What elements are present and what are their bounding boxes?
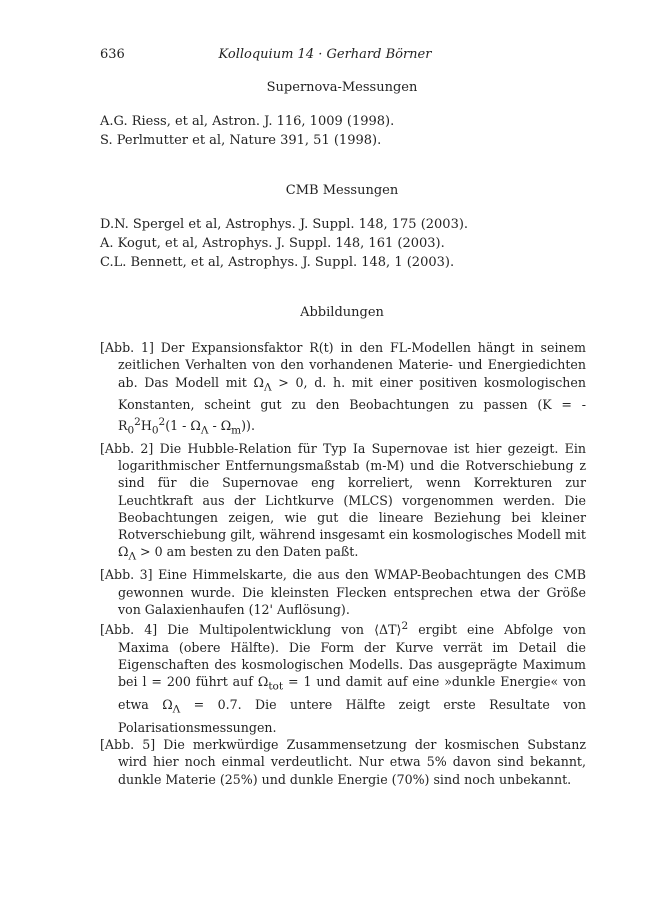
caption-abb-2: [Abb. 2] Die Hubble-Relation für Typ Ia Supernovae ist hier gezeigt. Ein logarithmischer Entfernungsmaßstab (m-M) und die Rotverschiebung z sind für die Supernovae eng korreliert, wenn Korrekturen zur Leuchtkraft aus der Lichtkurve (MLCS) vorgenommen werden. Die Beobachtungen zeigen, wie gut die lineare Beziehung bei kleiner Rotverschiebung gilt, während insgesamt ein kosmologisches Modell mit $\Omega_\Lambda > 0$ am besten zu den Daten paßt. [100,440,586,563]
caption-abb-5: [Abb. 5] Die merkwürdige Zusammensetzung der kosmischen Substanz wird hier noch einmal verdeutlicht. Nur etwa 5% davon sind bekannt, dunkle Materie (25%) und dunkle Energie (70%) sind noch unbekannt. [100,737,586,787]
section-title-abbildungen: Abbildungen [300,305,384,320]
reference: D.N. Spergel et al, Astrophys. J. Suppl. 148, 175 (2003). [100,217,469,232]
ref-list-cmb [100,215,590,272]
section-title-supernova: Supernova-Messungen [266,80,418,95]
reference: C.L. Bennett, et al, Astrophys. J. Suppl. 148, 1 (2003). [100,255,455,270]
running-head: Kolloquium 14 · Gerhard Börner [218,47,432,62]
reference: S. Perlmutter et al, Nature 391, 51 (1998). [100,133,382,148]
ref-list-supernova [100,112,590,150]
caption-abb-4: [Abb. 4] Die Multipolentwicklung von ⟨ΔT⟩$^2$ ergibt eine Abfolge von Maxima (obere Hälfte). Die Form der Kurve verrät im Detail die Eigenschaften des kosmologischen Modells. Das ausgeprägte Maximum bei l = 200 führt auf $\Omega_{tot} = 1$ und damit auf eine »dunkle Energie« von etwa $\Omega_\Lambda = 0.7$. Die untere Hälfte zeigt erste Resultate von Polarisationsmessungen. [100,620,586,735]
section-title-cmb: CMB Messungen [285,183,399,198]
caption-abb-3: [Abb. 3] Eine Himmelskarte, die aus den WMAP-Beobachtungen des CMB gewonnen wurde. Die kleinsten Flecken entsprechen etwa der Größe von Galaxienhaufen (12' Auflösung). [100,567,586,617]
page-number: 636 [100,47,125,62]
reference: A. Kogut, et al, Astrophys. J. Suppl. 148, 161 (2003). [100,236,445,251]
reference: A.G. Riess, et al, Astron. J. 116, 1009 (1998). [100,114,395,129]
figure-captions [100,339,586,788]
caption-abb-1: [Abb. 1] Der Expansionsfaktor R(t) in den FL-Modellen hängt in seinem zeitlichen Verhalten von den vorhandenen Materie- und Energiedichten ab. Das Modell mit $\Omega_\Lambda > 0$, d. h. mit einer positiven kosmologischen Konstanten, scheint gut zu den Beobachtungen zu passen (K = - $R_0^2H_0^2(1 - \Omega_\Lambda - \Omega_m)$). [100,340,586,437]
